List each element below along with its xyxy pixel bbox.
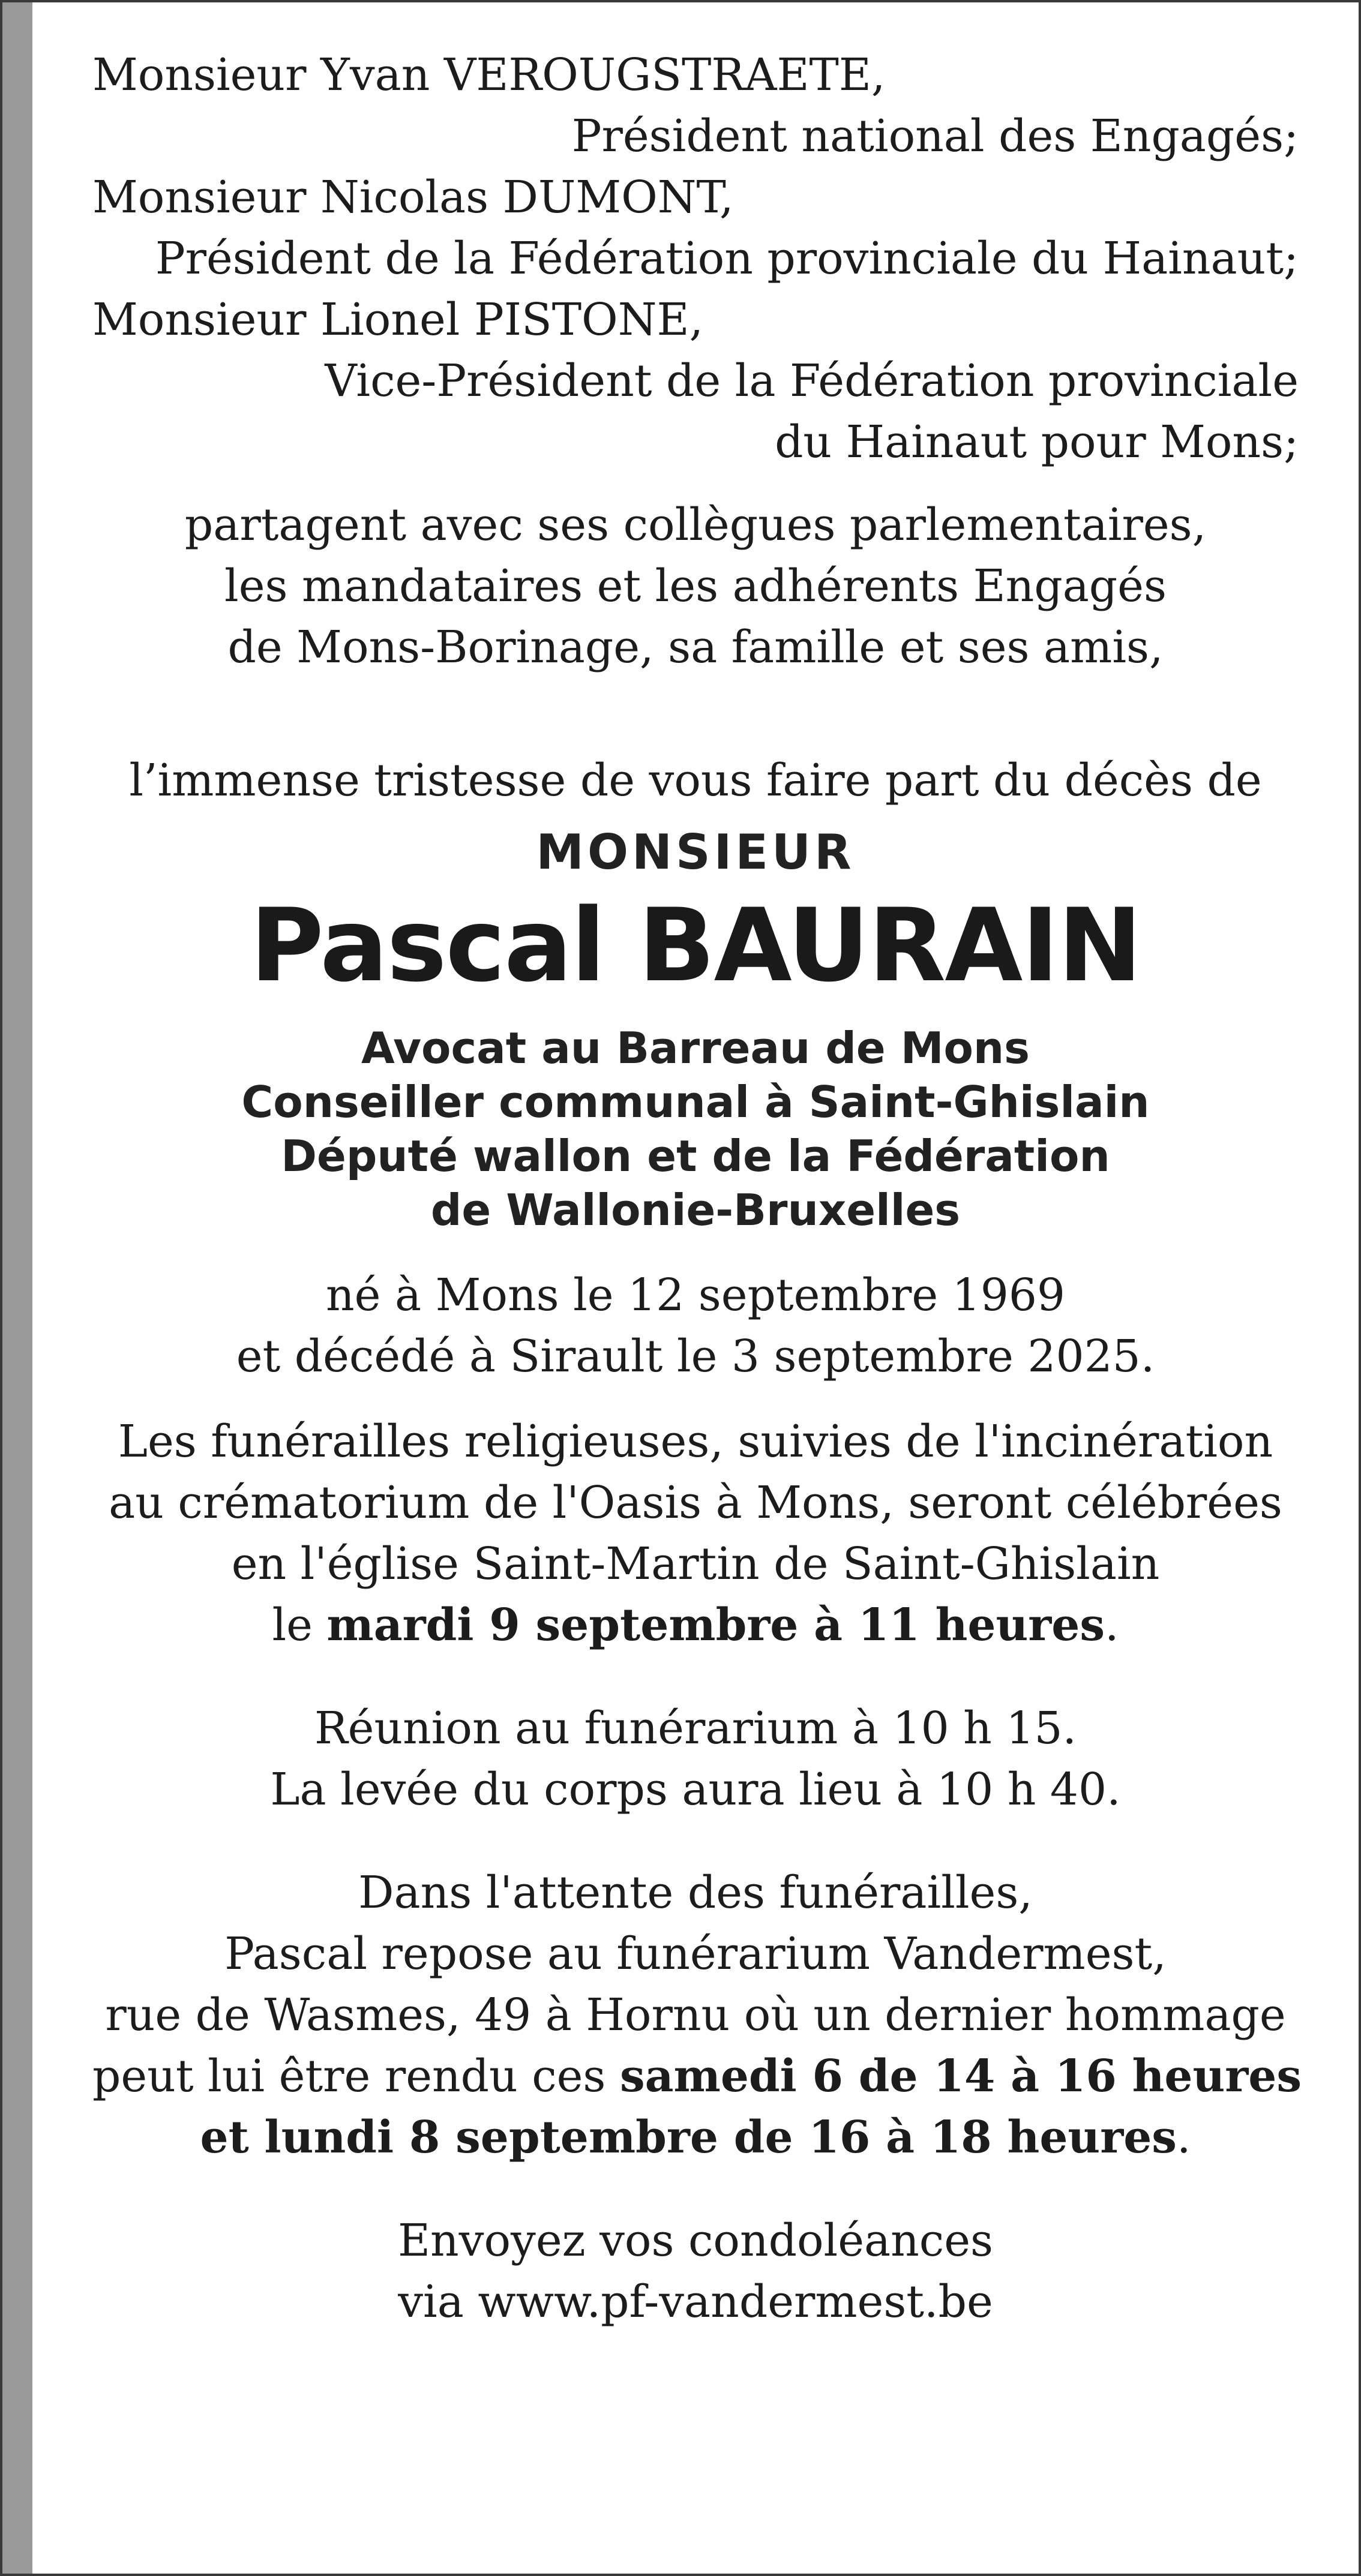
signatory-3-title-cont: du Hainaut pour Mons;	[775, 416, 1299, 468]
signatory-2-name: Monsieur Nicolas DUMONT,	[92, 172, 734, 223]
visitation-line: Pascal repose au funérarium Vandermest,	[224, 1928, 1167, 1980]
titles-block	[92, 1021, 1299, 1237]
death-line: et décédé à Sirault le 3 septembre 2025.	[236, 1331, 1155, 1382]
gathering-line: Réunion au funérarium à 10 h 15.	[314, 1703, 1077, 1754]
title-line: Conseiller communal à Saint-Ghislain	[241, 1077, 1150, 1127]
side-bar	[2, 2, 32, 2574]
funeral-date-line	[92, 1595, 1299, 1656]
share-line: partagent avec ses collègues parlementaires,	[184, 499, 1207, 551]
visitation-line	[92, 2046, 1302, 2107]
visitation-prefix: peut lui être rendu ces	[92, 2050, 620, 2102]
visitation-monday: et lundi 8 septembre de 16 à 18 heures	[200, 2112, 1177, 2163]
signatories	[92, 44, 1299, 473]
funeral-line: Les funérailles religieuses, suivies de l'incinération	[118, 1416, 1273, 1467]
funeral-line: en l'église Saint-Martin de Saint-Ghislain	[231, 1538, 1160, 1590]
visitation-suffix: .	[1176, 2112, 1191, 2163]
honorific: MONSIEUR	[536, 824, 855, 880]
birth-death-block	[92, 1265, 1299, 1387]
visitation-line: rue de Wasmes, 49 à Hornu où un dernier hommage	[105, 1989, 1286, 2041]
funeral-date-suffix: .	[1105, 1599, 1119, 1651]
signatory-3-title: Vice-Président de la Fédération provinciale	[325, 355, 1299, 407]
deceased-name: Pascal BAURAIN	[250, 887, 1141, 1004]
visitation-saturday: samedi 6 de 14 à 16 heures	[619, 2050, 1302, 2102]
title-line: Député wallon et de la Fédération	[281, 1131, 1110, 1181]
condolences-line: Envoyez vos condoléances	[397, 2215, 994, 2266]
announcement-line: l’immense tristesse de vous faire part du décès de	[129, 755, 1262, 806]
condolences-block	[92, 2210, 1299, 2332]
title-line: de Wallonie-Bruxelles	[430, 1185, 961, 1235]
signatory-2-title: Président de la Fédération provinciale du Hainaut;	[155, 233, 1299, 284]
funeral-line: au crématorium de l'Oasis à Mons, seront célébrées	[109, 1477, 1282, 1529]
notice-content	[92, 44, 1302, 2332]
funeral-date-prefix: le	[272, 1599, 327, 1651]
share-line: les mandataires et les adhérents Engagés	[224, 560, 1167, 612]
visitation-line: Dans l'attente des funérailles,	[358, 1867, 1033, 1919]
signatory-1-name: Monsieur Yvan VEROUGSTRAETE,	[92, 49, 886, 101]
gathering-line: La levée du corps aura lieu à 10 h 40.	[270, 1764, 1121, 1815]
condolences-link[interactable]: via www.pf-vandermest.be	[398, 2276, 993, 2328]
visitation-line	[92, 2107, 1299, 2168]
funeral-date: mardi 9 septembre à 11 heures	[326, 1599, 1105, 1651]
funeral-block	[92, 1411, 1299, 1656]
share-paragraph	[92, 494, 1299, 678]
signatory-1-title: Président national des Engagés;	[571, 110, 1299, 162]
title-line: Avocat au Barreau de Mons	[361, 1023, 1030, 1073]
signatory-3-name: Monsieur Lionel PISTONE,	[92, 294, 704, 346]
birth-line: né à Mons le 12 septembre 1969	[326, 1269, 1065, 1321]
gathering-block	[92, 1698, 1299, 1820]
share-line: de Mons-Borinage, sa famille et ses amis,	[227, 622, 1164, 673]
visitation-block	[92, 1862, 1302, 2168]
